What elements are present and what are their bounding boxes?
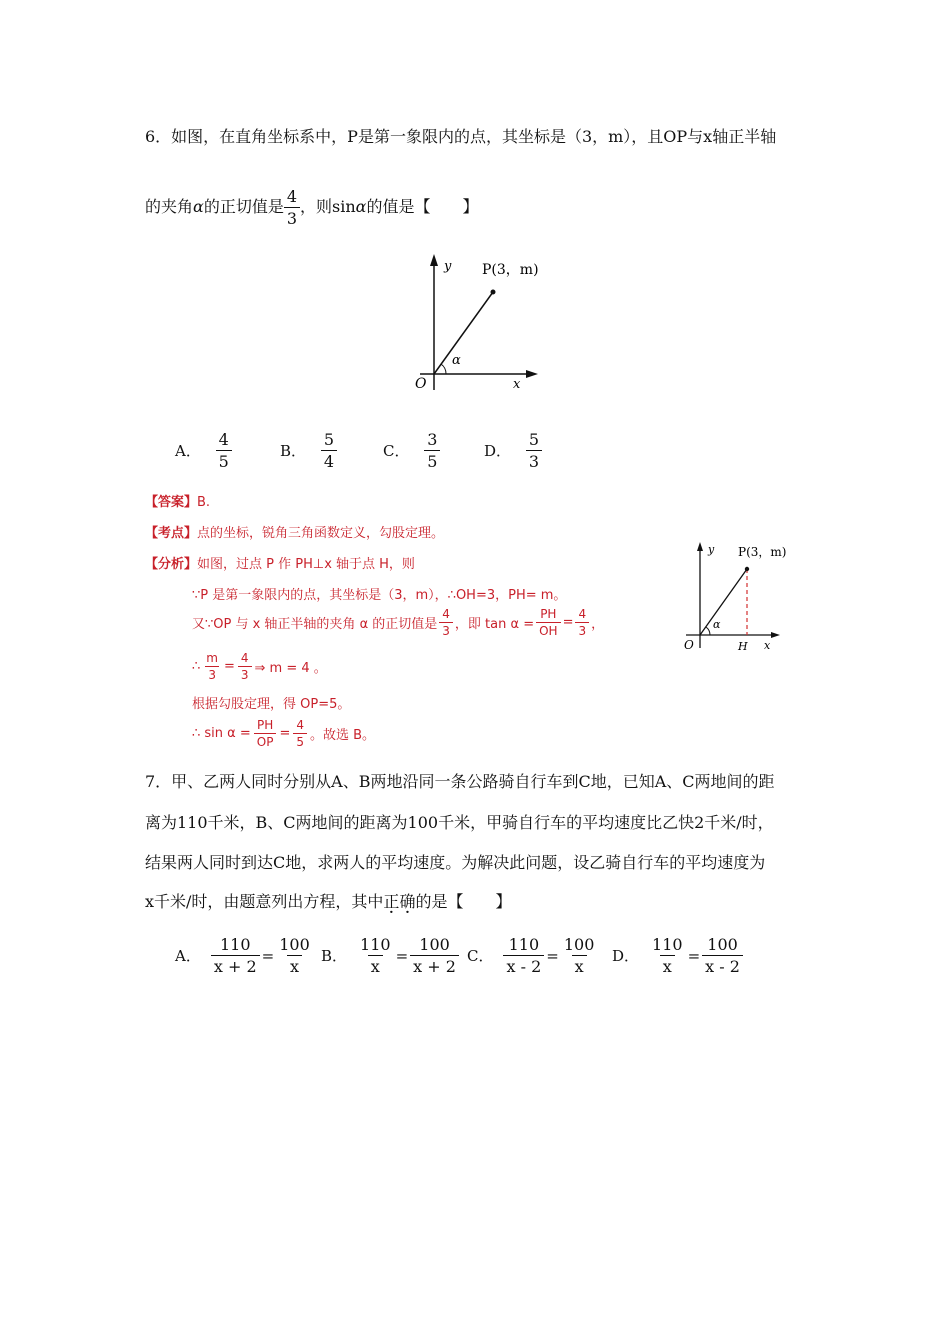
x-label: x	[513, 377, 521, 392]
solution-coordinate-figure	[672, 538, 792, 656]
tan-fraction: $\frac{4}{3}$	[284, 187, 300, 228]
p-label: P(3，m)	[482, 262, 539, 278]
q6-option-c[interactable]: C． $\frac{3}{5}$	[383, 430, 440, 471]
y-label: y	[708, 543, 715, 556]
analysis-step-1: ∵P 是第一象限内的点，其坐标是（3，m），∴OH=3，PH= m。	[192, 588, 567, 603]
analysis-line: 【分析】如图，过点 P 作 PH⊥x 轴于点 H，则	[145, 557, 415, 572]
analysis-step-2: 又∵OP 与 x 轴正半轴的夹角 α 的正切值是 $\frac{4}{3}$ ，即 tan α = $\frac{PH}{OH}$ = $\frac{4}{3}$ ，	[192, 607, 605, 638]
point-p	[745, 567, 749, 571]
point-p	[491, 290, 496, 295]
y-label: y	[444, 259, 452, 274]
origin-label: O	[415, 376, 427, 392]
q7-line2: 离为110千米，B、C两地间的距离为100千米，甲骑自行车的平均速度比乙快2千米/时，	[145, 813, 774, 832]
q7-option-a[interactable]: A． $\frac{110}{x + 2}$ = $\frac{100}{x}$	[175, 935, 310, 976]
analysis-step-5: ∴ sin α = $\frac{PH}{OP}$ = $\frac{4}{5}$ 。故选 B。	[192, 718, 376, 749]
analysis-step-3: ∴ $\frac{m}{3}$ = $\frac{4}{3}$ ⇒ m = 4 。	[192, 651, 327, 682]
segment-op	[434, 292, 493, 374]
y-axis-arrow	[430, 254, 438, 266]
q6-text-c: ，则sin	[300, 197, 356, 216]
alpha-label: α	[452, 353, 461, 368]
alpha-symbol: α	[193, 197, 204, 216]
h-label: H	[738, 640, 748, 653]
q6-option-a[interactable]: A． $\frac{4}{5}$	[175, 430, 232, 471]
emphasis-char: 正	[383, 892, 400, 911]
q7-option-d[interactable]: D． $\frac{110}{x}$ = $\frac{100}{x - 2}$	[612, 935, 743, 976]
q7-line3: 结果两人同时到达C地，求两人的平均速度。为解决此问题，设乙骑自行车的平均速度为	[145, 853, 766, 872]
q7-line4: x千米/时，由题意列出方程，其中正确的是【 】	[145, 892, 512, 911]
q6-text-b: 的正切值是	[203, 197, 284, 216]
q7-option-b[interactable]: B． $\frac{110}{x}$ = $\frac{100}{x + 2}$	[321, 935, 459, 976]
analysis-step-4: 根据勾股定理，得 OP=5。	[192, 697, 351, 712]
answer-line: 【答案】B.	[145, 495, 211, 510]
q7-option-c[interactable]: C． $\frac{110}{x - 2}$ = $\frac{100}{x}$	[467, 935, 595, 976]
alpha-label: α	[713, 618, 721, 631]
alpha-symbol: α	[355, 197, 367, 216]
segment-op	[700, 569, 747, 635]
y-axis-arrow	[697, 542, 703, 551]
q6-option-d[interactable]: D． $\frac{5}{3}$	[484, 430, 542, 471]
emphasis-char: 确	[399, 892, 416, 911]
x-label: x	[764, 639, 771, 652]
origin-label: O	[684, 638, 694, 652]
angle-arc	[706, 627, 710, 635]
q7-line1: 7．甲、乙两人同时分别从A、B两地沿同一条公路骑自行车到C地，已知A、C两地间的距	[145, 772, 775, 791]
angle-arc	[441, 364, 446, 374]
x-axis-arrow	[526, 370, 538, 378]
q6-text-d: 的值是【 】	[366, 197, 479, 216]
q6-line1: 6．如图，在直角坐标系中，P是第一象限内的点，其坐标是（3，m），且OP与x轴正半轴	[145, 127, 777, 146]
key-point-line: 【考点】点的坐标，锐角三角函数定义，勾股定理。	[145, 526, 445, 541]
p-label: P(3，m)	[738, 545, 787, 559]
q6-coordinate-figure	[400, 250, 560, 400]
q6-option-b[interactable]: B． $\frac{5}{4}$	[280, 430, 337, 471]
q6-text-a: 的夹角	[145, 197, 194, 216]
x-axis-arrow	[771, 632, 780, 638]
q6-line2	[145, 185, 479, 229]
